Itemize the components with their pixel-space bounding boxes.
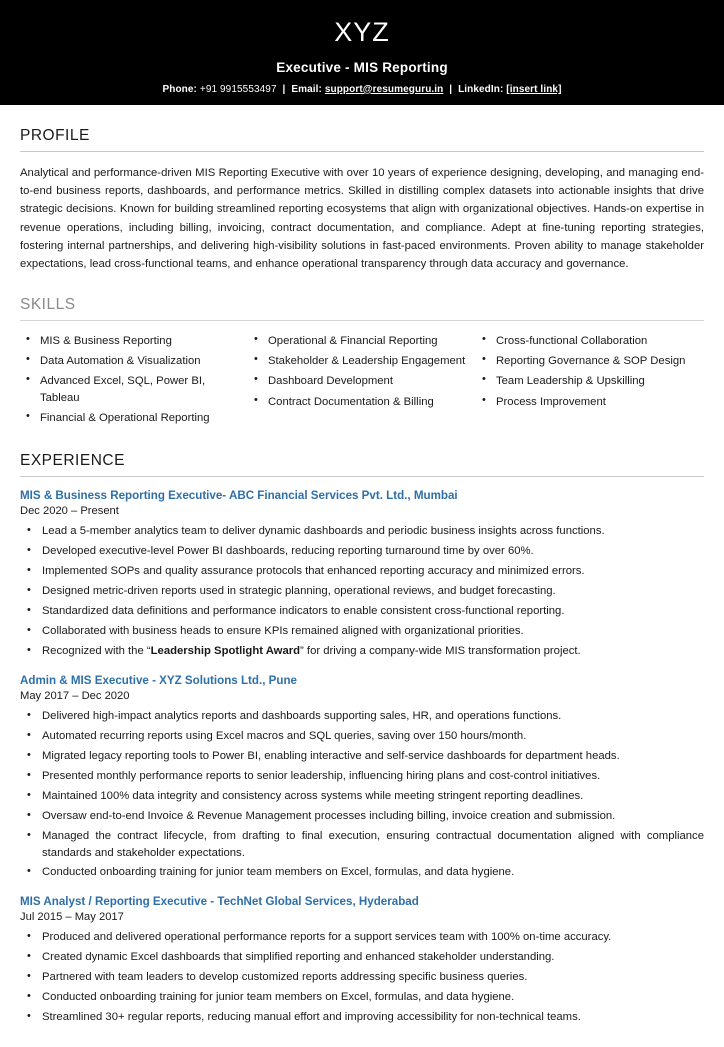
list-item: • Oversaw end-to-end Invoice & Revenue Management processes including billing, invoice creation and submission. bbox=[42, 808, 704, 825]
job-dates: Dec 2020 – Present bbox=[20, 505, 119, 518]
list-item: • Team Leadership & Upskilling bbox=[496, 373, 694, 389]
list-item: • Produced and delivered operational performance reports for a support services team with 100% on-time accuracy. bbox=[42, 929, 704, 946]
job-bullets bbox=[20, 523, 704, 660]
candidate-name: XYZ bbox=[334, 17, 390, 47]
phone-value: +91 9915553497 bbox=[199, 83, 277, 95]
list-item: • Reporting Governance & SOP Design bbox=[496, 353, 694, 369]
experience-entry-2 bbox=[20, 674, 704, 881]
list-item: • Presented monthly performance reports to senior leadership, influencing hiring plans and cost-control initiatives. bbox=[42, 768, 704, 785]
list-item: • Migrated legacy reporting tools to Power BI, enabling interactive and self-service dashboards for department heads. bbox=[42, 748, 704, 765]
contact-line bbox=[20, 84, 704, 95]
list-item: • Developed executive-level Power BI dashboards, reducing reporting turnaround time by over 60%. bbox=[42, 543, 704, 560]
list-item: • Designed metric-driven reports used in strategic planning, operational reviews, and budget forecasting. bbox=[42, 583, 704, 600]
list-item: • Automated recurring reports using Excel macros and SQL queries, saving over 150 hours/month. bbox=[42, 728, 704, 745]
list-item: • Conducted onboarding training for junior team members on Excel, formulas, and data hygiene. bbox=[42, 864, 704, 881]
list-item: • Data Automation & Visualization bbox=[40, 353, 238, 369]
list-item: • Recognized with the “Leadership Spotlight Award” for driving a company-wide MIS transformation project. bbox=[42, 643, 704, 660]
list-item: • Delivered high-impact analytics reports and dashboards supporting sales, HR, and operations functions. bbox=[42, 708, 704, 725]
skills-columns bbox=[20, 333, 704, 431]
list-item: • Lead a 5-member analytics team to deliver dynamic dashboards and periodic business insights across functions. bbox=[42, 523, 704, 540]
contact-separator-1: | bbox=[282, 83, 286, 95]
list-item: • Managed the contract lifecycle, from drafting to final execution, ensuring contractual documentation aligned with compliance standards and stakeholder expectations. bbox=[42, 828, 704, 862]
experience-entry-1 bbox=[20, 489, 704, 660]
list-item: • Financial & Operational Reporting bbox=[40, 410, 238, 426]
candidate-role: Executive - MIS Reporting bbox=[276, 59, 448, 75]
profile-text: Analytical and performance-driven MIS Reporting Executive with over 10 years of experience designing, developing, and managing end-to-end business reports, dashboards, and performance metrics. Skilled in distilling complex datasets into actionable insights that drive strategic decisions. Known for building streamlined reporting ecosystems that align with organizational objectives. Hands-on expertise in revenue operations, including billing, invoicing, contract documentation, and compliance. Adept at fine-tuning reporting strategies, fostering internal partnerships, and delivering high-visibility solutions in fast-paced environments. Proven ability to manage stakeholder expectations, lead cross-functional teams, and enhance operational transparency through data accuracy and governance. bbox=[20, 166, 704, 271]
linkedin-label: LinkedIn: bbox=[458, 83, 504, 95]
job-bullets bbox=[20, 708, 704, 881]
email-link[interactable]: support@resumeguru.in bbox=[324, 83, 444, 95]
skills-column-2 bbox=[248, 333, 476, 431]
list-item: • Maintained 100% data integrity and consistency across systems while meeting stringent reporting deadlines. bbox=[42, 788, 704, 805]
list-item: • Contract Documentation & Billing bbox=[268, 394, 466, 410]
linkedin-link[interactable]: [insert link] bbox=[506, 83, 562, 95]
job-dates: May 2017 – Dec 2020 bbox=[20, 689, 130, 702]
resume-header bbox=[0, 0, 724, 105]
list-item: • Dashboard Development bbox=[268, 373, 466, 389]
list-item: • Conducted onboarding training for junior team members on Excel, formulas, and data hygiene. bbox=[42, 989, 704, 1006]
list-item: • Standardized data definitions and performance indicators to enable consistent cross-functional reporting. bbox=[42, 603, 704, 620]
list-item: • Created dynamic Excel dashboards that simplified reporting and enhanced stakeholder understanding. bbox=[42, 949, 704, 966]
list-item: • Streamlined 30+ regular reports, reducing manual effort and improving accessibility for non-technical teams. bbox=[42, 1009, 704, 1026]
section-title-profile: PROFILE bbox=[20, 126, 90, 144]
list-item: • Partnered with team leaders to develop customized reports addressing specific business queries. bbox=[42, 969, 704, 986]
email-label: Email: bbox=[291, 83, 322, 95]
job-dates: Jul 2015 – May 2017 bbox=[20, 911, 124, 924]
phone-label: Phone: bbox=[162, 83, 197, 95]
skills-column-1 bbox=[20, 333, 248, 431]
list-item: • Collaborated with business heads to ensure KPIs remained aligned with organizational priorities. bbox=[42, 623, 704, 640]
section-rule-experience bbox=[20, 476, 704, 477]
job-title: MIS Analyst / Reporting Executive - TechNet Global Services, Hyderabad bbox=[20, 895, 419, 909]
job-title: MIS & Business Reporting Executive- ABC Financial Services Pvt. Ltd., Mumbai bbox=[20, 489, 458, 503]
resume-body bbox=[0, 127, 724, 1047]
section-rule-skills bbox=[20, 320, 704, 321]
section-rule-profile bbox=[20, 151, 704, 152]
list-item: • Advanced Excel, SQL, Power BI, Tableau bbox=[40, 373, 238, 406]
list-item: • Operational & Financial Reporting bbox=[268, 333, 466, 349]
section-title-skills: SKILLS bbox=[20, 295, 76, 313]
job-title: Admin & MIS Executive - XYZ Solutions Ltd., Pune bbox=[20, 673, 297, 687]
list-item: • MIS & Business Reporting bbox=[40, 333, 238, 349]
list-item: • Implemented SOPs and quality assurance protocols that enhanced reporting accuracy and minimized errors. bbox=[42, 563, 704, 580]
list-item: • Stakeholder & Leadership Engagement bbox=[268, 353, 466, 369]
job-bullets bbox=[20, 929, 704, 1026]
skills-column-3 bbox=[476, 333, 704, 431]
list-item: • Cross-functional Collaboration bbox=[496, 333, 694, 349]
list-item: • Process Improvement bbox=[496, 394, 694, 410]
experience-entry-3 bbox=[20, 895, 704, 1026]
contact-separator-2: | bbox=[449, 83, 453, 95]
section-title-experience: EXPERIENCE bbox=[20, 452, 125, 470]
